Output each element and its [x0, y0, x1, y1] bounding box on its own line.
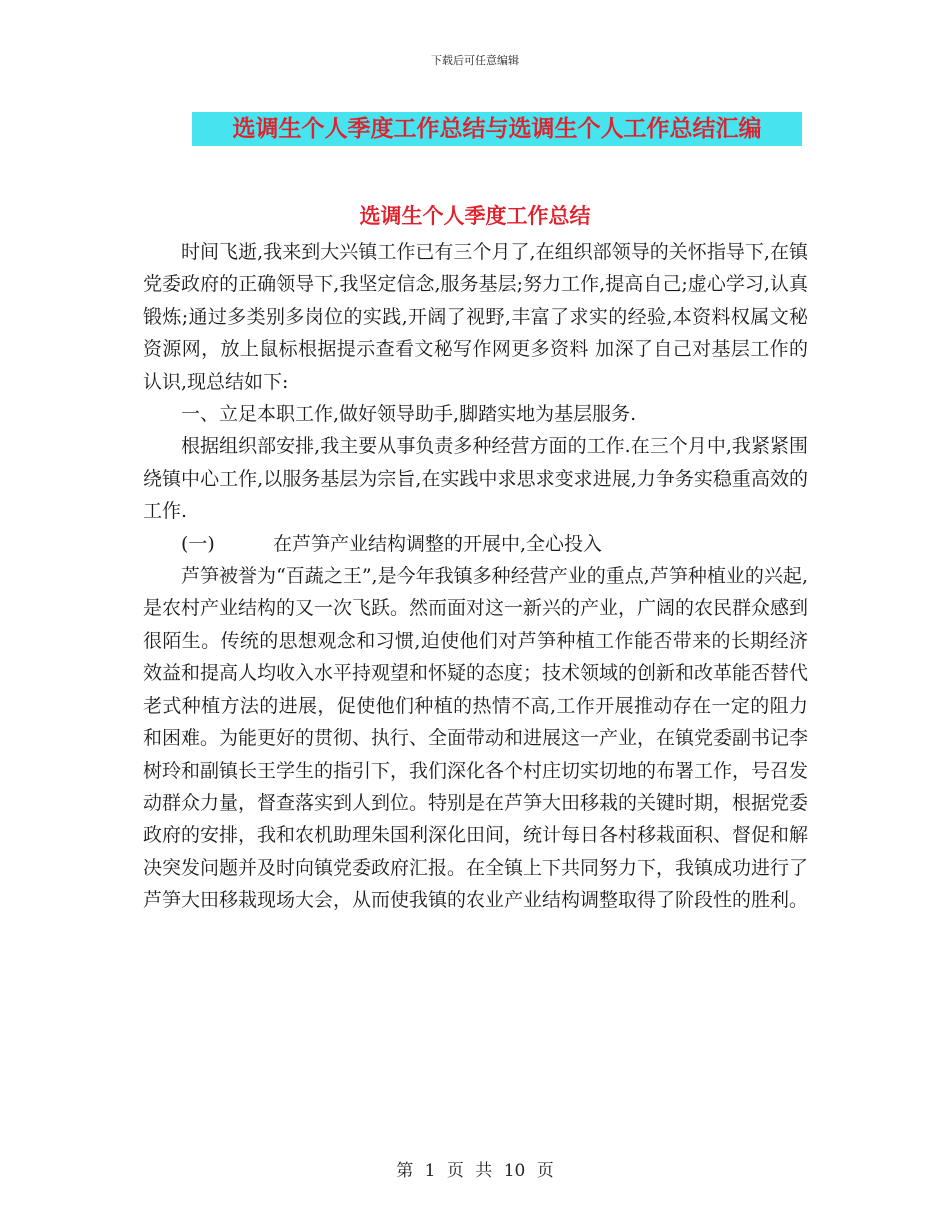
paragraph-asparagus: 芦笋被誉为“百蔬之王”,是今年我镇多种经营产业的重点,芦笋种植业的兴起,是农村产业结构的又一次飞跃。然而面对这一新兴的产业，广阔的农民群众感到很陌生。传统的思想观念和习惯,迫使他们对芦笋种植工作能否带来的长期经济效益和提高人均收入水平持观望和怀疑的态度；技术领域的创新和改革能否替代老式种植方法的进展，促使他们种植的热情不高,工作开展推动存在一定的阻力和困难。为能更好的贯彻、执行、全面带动和进展这一产业，在镇党委副书记李树玲和副镇长王学生的指引下，我们深化各个村庄切实切地的布署工作，号召发动群众力量，督查落实到人到位。特别是在芦笋大田移栽的关键时期，根据党委政府的安排，我和农机助理朱国利深化田间，统计每日各村移栽面积、督促和解决突发问题并及时向镇党委政府汇报。在全镇上下共同努力下，我镇成功进行了芦笋大田移栽现场大会，从而使我镇的农业产业结构调整取得了阶段性的胜利。	[143, 565, 809, 912]
section-title: 选调生个人季度工作总结	[359, 203, 591, 228]
paragraph-arrangement: 根据组织部安排,我主要从事负责多种经营方面的工作.在三个月中,我紧紧围绕镇中心工作,以服务基层为宗旨,在实践中求思求变求进展,力争务实稳重高效的工作.	[143, 435, 808, 523]
subsection-heading	[143, 528, 808, 560]
paragraph-section-one: 一、立足本职工作,做好领导助手,脚踏实地为基层服务.	[181, 403, 637, 426]
page-footer: 第 1 页 共 10 页	[396, 1161, 554, 1181]
subsection-text: 在芦笋产业结构调整的开展中,全心投入	[273, 532, 603, 555]
document-title: 选调生个人季度工作总结与选调生个人工作总结汇编	[232, 115, 762, 142]
subsection-number: (一)	[181, 532, 215, 555]
paragraph-intro: 时间飞逝,我来到大兴镇工作已有三个月了,在组织部领导的关怀指导下,在镇党委政府的正确领导下,我坚定信念,服务基层;努力工作,提高自己;虚心学习,认真锻炼;通过多类别多岗位的实践,开阔了视野,丰富了求实的经验,本资料权属文秘资源网，放上鼠标根据提示查看文秘写作网更多资料 加深了自己对基层工作的认识,现总结如下:	[143, 241, 808, 393]
header-note: 下载后可任意编辑	[431, 54, 519, 67]
document-body	[143, 236, 808, 917]
